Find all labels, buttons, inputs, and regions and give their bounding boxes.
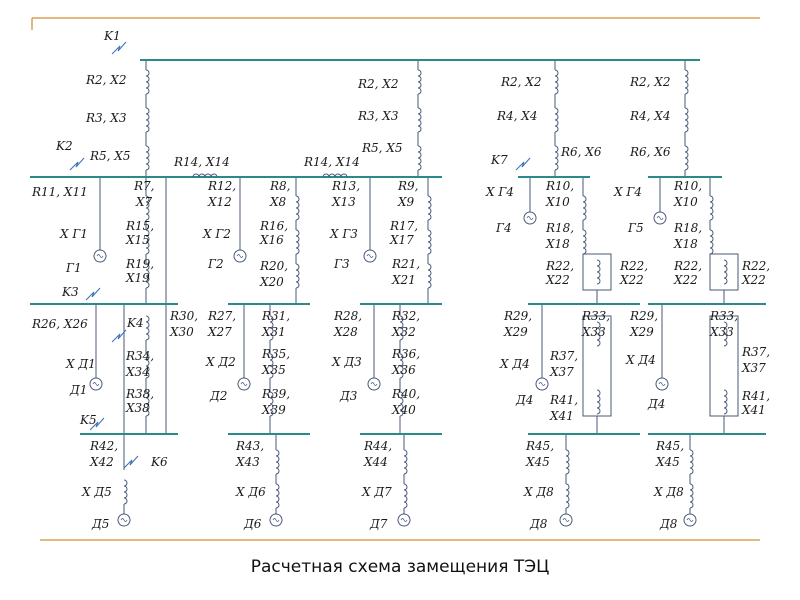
coil-r3x3-2 (418, 108, 421, 132)
label-x33-1: X33 (582, 325, 606, 339)
coil-r2x2-1 (146, 70, 149, 94)
label-r2x2-1: R2, X2 (86, 73, 127, 87)
coil-r20x20 (296, 264, 299, 288)
label-x22-1b: X22 (620, 273, 644, 287)
label-r5x5-1: R5, X5 (90, 149, 131, 163)
label-x21: X21 (392, 273, 416, 287)
label-x18-2: X18 (674, 237, 698, 251)
label-x22-2b: X22 (742, 273, 766, 287)
coil-r3x3-1 (146, 108, 149, 132)
label-r29-2: R29, (630, 309, 659, 323)
label-r41-1: R41, (550, 393, 579, 407)
label-k4: K4 (127, 316, 144, 330)
label-r43: R43, (236, 439, 265, 453)
label-k5: K5 (80, 413, 97, 427)
label-r6x6-2: R6, X6 (630, 145, 671, 159)
label-x45-1: X45 (526, 455, 550, 469)
label-xg1: X Г1 (60, 227, 88, 241)
circuit-wires (96, 60, 738, 514)
label-x41-2: X41 (742, 403, 766, 417)
label-xg2: X Г2 (203, 227, 231, 241)
label-r2x2-3: R2, X2 (501, 75, 542, 89)
label-g5: Г5 (628, 221, 644, 235)
label-r3x3-1: R3, X3 (86, 111, 127, 125)
coil-r9x9 (428, 196, 431, 220)
label-k7: K7 (491, 153, 508, 167)
label-x19: X19 (126, 271, 150, 285)
label-r22-2a: R22, (674, 259, 703, 273)
label-d3: Д3 (340, 389, 358, 403)
fault-k7 (516, 158, 530, 170)
label-r39: R39, (262, 387, 291, 401)
label-g1: Г1 (66, 261, 82, 275)
label-x22-2a: X22 (674, 273, 698, 287)
coil-r43x43 (276, 450, 279, 474)
label-x10-1: X10 (546, 195, 570, 209)
label-xd5: X Д5 (82, 485, 112, 499)
coil-r21x21 (428, 264, 431, 288)
label-r5x5-2: R5, X5 (362, 141, 403, 155)
label-r27: R27, (208, 309, 237, 323)
diagram-caption: Расчетная схема замещения ТЭЦ (250, 557, 550, 577)
label-x34: X34 (126, 365, 150, 379)
coil-r44x44 (404, 450, 407, 474)
label-x27: X27 (208, 325, 232, 339)
fault-k2 (70, 158, 84, 170)
label-xd3: X Д3 (332, 355, 362, 369)
coil-r22x22-2 (724, 260, 727, 284)
label-r36: R36, (392, 347, 421, 361)
label-r42: R42, (90, 439, 119, 453)
label-k3: K3 (62, 285, 79, 299)
coil-xd5 (124, 480, 127, 504)
label-xg4-1: X Г4 (486, 185, 514, 199)
coil-r16x16 (296, 230, 299, 254)
label-xd2: X Д2 (206, 355, 236, 369)
label-x38: X38 (126, 401, 150, 415)
coil-r45x45-1 (566, 450, 569, 474)
coil-r4x4-2 (685, 108, 688, 132)
label-r9: R9, (398, 179, 419, 193)
label-r22-1a: R22, (546, 259, 575, 273)
label-x20: X20 (260, 275, 284, 289)
label-g4: Г4 (496, 221, 512, 235)
label-r7: R7, (134, 179, 155, 193)
label-x41-1: X41 (550, 409, 574, 423)
label-x43: X43 (236, 455, 260, 469)
label-r35: R35, (262, 347, 291, 361)
label-xd4-1: X Д4 (500, 357, 530, 371)
label-d6: Д6 (244, 517, 262, 531)
label-xd6: X Д6 (236, 485, 266, 499)
label-r22-2b: R22, (742, 259, 771, 273)
label-x18-1: X18 (546, 237, 570, 251)
label-r33-1: R33, (582, 309, 611, 323)
label-r33-2: R33, (710, 309, 739, 323)
label-r10-2: R10, (674, 179, 703, 193)
label-xg3: X Г3 (330, 227, 358, 241)
label-x37-2: X37 (742, 361, 766, 375)
coil-r6x6-1 (555, 146, 558, 170)
label-r28: R28, (334, 309, 363, 323)
label-r34: R34, (126, 349, 155, 363)
label-r14x14-2: R14, X14 (304, 155, 360, 169)
label-r8: R8, (270, 179, 291, 193)
label-d8-2: Д8 (660, 517, 678, 531)
label-x22-1a: X22 (546, 273, 570, 287)
coil-r41x41-2 (724, 390, 727, 414)
label-d1: Д1 (70, 383, 88, 397)
label-xd8-2: X Д8 (654, 485, 684, 499)
label-r19: R19, (126, 257, 155, 271)
coil-r41x41-1 (597, 390, 600, 414)
label-d4-2: Д4 (648, 397, 666, 411)
label-x15: X15 (126, 233, 150, 247)
label-r44: R44, (364, 439, 393, 453)
label-xd7: X Д7 (362, 485, 392, 499)
label-r18-2: R18, (674, 221, 703, 235)
coil-r4x4-1 (555, 108, 558, 132)
label-x30: X30 (170, 325, 194, 339)
label-r29-1: R29, (504, 309, 533, 323)
label-x9: X9 (398, 195, 415, 209)
label-r21: R21, (392, 257, 421, 271)
label-g2: Г2 (208, 257, 224, 271)
label-x8: X8 (270, 195, 287, 209)
label-x35: X35 (262, 363, 286, 377)
label-x28: X28 (334, 325, 358, 339)
label-xd4-2: X Д4 (626, 353, 656, 367)
fault-k1 (112, 42, 126, 54)
coil-r2x2-2 (418, 70, 421, 94)
coil-xd7 (404, 484, 407, 508)
coil-r6x6-2 (685, 146, 688, 170)
label-k6: K6 (151, 455, 168, 469)
circuit-labels (31, 29, 770, 531)
label-d7: Д7 (370, 517, 388, 531)
coil-r18x18-1 (583, 230, 586, 254)
label-r4x4-1: R4, X4 (497, 109, 538, 123)
label-xd8-1: X Д8 (524, 485, 554, 499)
label-r20: R20, (260, 259, 289, 273)
label-r3x3-2: R3, X3 (358, 109, 399, 123)
label-x32: X32 (392, 325, 416, 339)
coil-r10x10-1 (583, 196, 586, 220)
label-r22-1b: R22, (620, 259, 649, 273)
label-r38: R38, (126, 387, 155, 401)
label-x7: X7 (136, 195, 153, 209)
label-r4x4-2: R4, X4 (630, 109, 671, 123)
label-x29-2: X29 (630, 325, 654, 339)
coil-xd8-2 (690, 484, 693, 508)
label-r17: R17, (390, 219, 419, 233)
label-r18-1: R18, (546, 221, 575, 235)
label-x45-2: X45 (656, 455, 680, 469)
label-k1: K1 (104, 29, 121, 43)
label-x17: X17 (390, 233, 414, 247)
coil-r45x45-2 (690, 450, 693, 474)
label-r40: R40, (392, 387, 421, 401)
label-r32: R32, (392, 309, 421, 323)
coil-r10x10-2 (710, 196, 713, 220)
label-r26x26: R26, X26 (32, 317, 88, 331)
coil-r5x5-2 (418, 146, 421, 170)
label-r11x11: R11, X11 (32, 185, 88, 199)
label-x29-1: X29 (504, 325, 528, 339)
label-r2x2-4: R2, X2 (630, 75, 671, 89)
label-x42: X42 (90, 455, 114, 469)
label-r30: R30, (170, 309, 199, 323)
label-r45-1: R45, (526, 439, 555, 453)
label-x31: X31 (262, 325, 286, 339)
label-r13: R13, (332, 179, 361, 193)
label-x36: X36 (392, 363, 416, 377)
label-xg4-2: X Г4 (614, 185, 642, 199)
label-r12: R12, (208, 179, 237, 193)
fault-k3 (86, 288, 100, 300)
coil-r2x2-3 (555, 70, 558, 94)
label-g3: Г3 (334, 257, 350, 271)
label-r2x2-2: R2, X2 (358, 77, 399, 91)
coil-r2x2-4 (685, 70, 688, 94)
coil-r5x5-1 (146, 146, 149, 170)
label-x16: X16 (260, 233, 284, 247)
coil-r18x18-2 (710, 230, 713, 254)
label-r31: R31, (262, 309, 291, 323)
label-r37-1: R37, (550, 349, 579, 363)
label-r15: R15, (126, 219, 155, 233)
label-d2: Д2 (210, 389, 228, 403)
coil-xd6 (276, 484, 279, 508)
label-r37-2: R37, (742, 345, 771, 359)
label-r10-1: R10, (546, 179, 575, 193)
label-r41-2: R41, (742, 389, 771, 403)
label-r14x14-1: R14, X14 (174, 155, 230, 169)
label-r16: R16, (260, 219, 289, 233)
label-r45-2: R45, (656, 439, 685, 453)
label-x39: X39 (262, 403, 286, 417)
coil-r22x22-1 (597, 260, 600, 284)
label-x44: X44 (364, 455, 388, 469)
label-k2: K2 (56, 139, 73, 153)
coil-r8x8 (296, 196, 299, 220)
label-x12: X12 (208, 195, 232, 209)
label-d5: Д5 (92, 517, 110, 531)
label-x10-2: X10 (674, 195, 698, 209)
fault-k6 (124, 456, 138, 468)
label-x37-1: X37 (550, 365, 574, 379)
label-x13: X13 (332, 195, 356, 209)
coil-r17x17 (428, 230, 431, 254)
coil-xd8-1 (566, 484, 569, 508)
coil-r30x30 (146, 316, 149, 340)
label-x33-2: X33 (710, 325, 734, 339)
label-r6x6-1: R6, X6 (561, 145, 602, 159)
label-x40: X40 (392, 403, 416, 417)
label-xd1: X Д1 (66, 357, 96, 371)
label-d4-1: Д4 (516, 393, 534, 407)
label-d8-1: Д8 (530, 517, 548, 531)
